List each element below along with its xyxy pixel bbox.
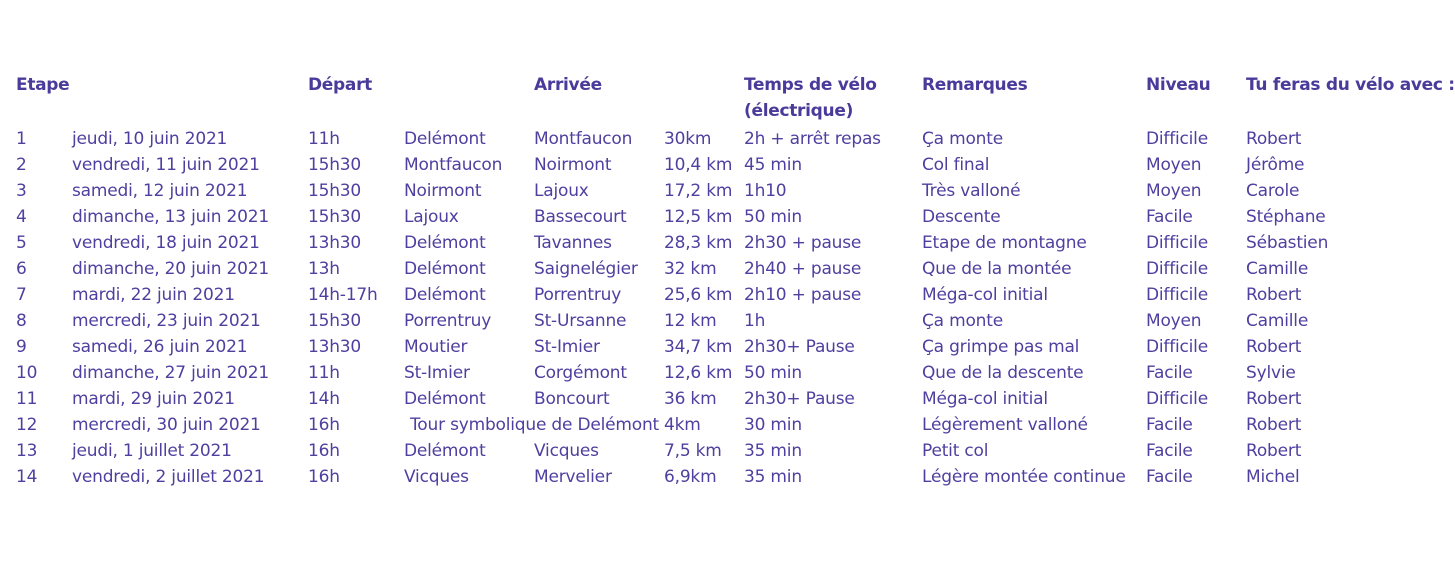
header-arrivee: Arrivée (534, 75, 602, 95)
cell-avec: Stéphane (1246, 207, 1326, 227)
header-avec: Tu feras du vélo avec : (1246, 75, 1455, 95)
cell-avec: Carole (1246, 181, 1300, 201)
header-temps-line1: Temps de vélo (744, 75, 877, 95)
cell-depart: Delémont (404, 259, 486, 279)
cell-distance: 28,3 km (664, 233, 733, 253)
cell-niveau: Difficile (1146, 337, 1208, 357)
cell-niveau: Moyen (1146, 155, 1202, 175)
cell-remarque: Légèrement valloné (922, 415, 1088, 435)
header-remarques: Remarques (922, 75, 1028, 95)
cell-date: jeudi, 1 juillet 2021 (72, 441, 232, 461)
cell-date: samedi, 12 juin 2021 (72, 181, 248, 201)
cell-heure: 13h30 (308, 233, 362, 253)
cell-arrivee: St-Imier (534, 337, 600, 357)
cell-heure: 16h (308, 467, 340, 487)
cell-heure: 11h (308, 363, 340, 383)
cell-avec: Robert (1246, 441, 1302, 461)
cell-arrivee: Saignelégier (534, 259, 638, 279)
cell-avec: Sébastien (1246, 233, 1329, 253)
cell-heure: 13h (308, 259, 340, 279)
cell-remarque: Petit col (922, 441, 989, 461)
cell-depart: Delémont (404, 129, 486, 149)
cell-etape: 6 (16, 259, 27, 279)
cell-temps: 2h40 + pause (744, 259, 862, 279)
cell-depart: Delémont (404, 389, 486, 409)
cell-niveau: Difficile (1146, 285, 1208, 305)
cell-avec: Robert (1246, 389, 1302, 409)
cell-etape: 8 (16, 311, 27, 331)
cell-etape: 2 (16, 155, 27, 175)
cell-remarque: Que de la montée (922, 259, 1072, 279)
cell-heure: 11h (308, 129, 340, 149)
cell-date: jeudi, 10 juin 2021 (72, 129, 228, 149)
cell-date: vendredi, 11 juin 2021 (72, 155, 260, 175)
cell-distance: 30km (664, 129, 712, 149)
cell-temps: 1h (744, 311, 766, 331)
cell-date: mardi, 29 juin 2021 (72, 389, 235, 409)
header-temps-line2: (électrique) (744, 101, 854, 121)
cell-etape: 7 (16, 285, 27, 305)
cell-avec: Robert (1246, 415, 1302, 435)
cell-heure: 13h30 (308, 337, 362, 357)
cell-temps: 2h30 + pause (744, 233, 862, 253)
cell-distance: 10,4 km (664, 155, 733, 175)
cell-heure: 16h (308, 441, 340, 461)
cell-etape: 12 (16, 415, 38, 435)
cell-arrivee: Mervelier (534, 467, 612, 487)
cell-etape: 14 (16, 467, 38, 487)
cell-avec: Robert (1246, 285, 1302, 305)
cell-etape: 11 (16, 389, 38, 409)
cell-niveau: Difficile (1146, 259, 1208, 279)
cell-avec: Robert (1246, 337, 1302, 357)
cell-niveau: Difficile (1146, 129, 1208, 149)
cell-etape: 10 (16, 363, 38, 383)
cell-remarque: Très valloné (922, 181, 1021, 201)
cell-etape: 13 (16, 441, 38, 461)
cell-temps: 2h30+ Pause (744, 337, 855, 357)
cell-avec: Jérôme (1246, 155, 1305, 175)
cell-depart: Delémont (404, 441, 486, 461)
cell-heure: 15h30 (308, 311, 362, 331)
cell-temps: 1h10 (744, 181, 787, 201)
cell-remarque: Etape de montagne (922, 233, 1087, 253)
cell-niveau: Moyen (1146, 181, 1202, 201)
cell-arrivee: Vicques (534, 441, 599, 461)
cell-temps: 45 min (744, 155, 802, 175)
cell-depart: Noirmont (404, 181, 482, 201)
cell-date: dimanche, 20 juin 2021 (72, 259, 269, 279)
cell-etape: 9 (16, 337, 27, 357)
cell-etape: 4 (16, 207, 27, 227)
cell-distance: 36 km (664, 389, 717, 409)
cell-remarque: Col final (922, 155, 990, 175)
cell-heure: 14h-17h (308, 285, 378, 305)
cell-distance: 6,9km (664, 467, 717, 487)
cell-distance: 4km (664, 415, 701, 435)
header-etape: Etape (16, 75, 70, 95)
cell-temps: 2h + arrêt repas (744, 129, 881, 149)
cell-distance: 7,5 km (664, 441, 722, 461)
cell-depart: Moutier (404, 337, 468, 357)
cell-distance: 12,6 km (664, 363, 733, 383)
cell-arrivee: Porrentruy (534, 285, 622, 305)
cell-arrivee: Noirmont (534, 155, 612, 175)
cell-avec: Robert (1246, 129, 1302, 149)
cell-remarque: Légère montée continue (922, 467, 1126, 487)
cell-niveau: Facile (1146, 415, 1193, 435)
cell-arrivee: Boncourt (534, 389, 610, 409)
header-niveau: Niveau (1146, 75, 1211, 95)
cell-arrivee: Corgémont (534, 363, 627, 383)
cell-niveau: Moyen (1146, 311, 1202, 331)
cell-depart: Delémont (404, 285, 486, 305)
cell-heure: 15h30 (308, 207, 362, 227)
cell-remarque: Méga-col initial (922, 285, 1048, 305)
cell-heure: 14h (308, 389, 340, 409)
cell-arrivee: St-Ursanne (534, 311, 627, 331)
cell-temps: 2h10 + pause (744, 285, 862, 305)
cell-avec: Sylvie (1246, 363, 1296, 383)
cell-niveau: Difficile (1146, 389, 1208, 409)
header-temps (744, 72, 877, 124)
cell-remarque: Descente (922, 207, 1001, 227)
cell-remarque: Que de la descente (922, 363, 1084, 383)
cell-depart: Montfaucon (404, 155, 503, 175)
cell-date: dimanche, 13 juin 2021 (72, 207, 269, 227)
cell-date: vendredi, 18 juin 2021 (72, 233, 260, 253)
cell-arrivee: Bassecourt (534, 207, 627, 227)
cell-date: samedi, 26 juin 2021 (72, 337, 248, 357)
cell-remarque: Méga-col initial (922, 389, 1048, 409)
cell-depart: Lajoux (404, 207, 459, 227)
cell-date: vendredi, 2 juillet 2021 (72, 467, 265, 487)
cell-heure: 16h (308, 415, 340, 435)
cell-remarque: Ça grimpe pas mal (922, 337, 1080, 357)
cell-date: mercredi, 30 juin 2021 (72, 415, 261, 435)
cell-niveau: Facile (1146, 441, 1193, 461)
cell-distance: 12,5 km (664, 207, 733, 227)
cell-arrivee: Montfaucon (534, 129, 633, 149)
cell-heure: 15h30 (308, 181, 362, 201)
cell-distance: 34,7 km (664, 337, 733, 357)
cell-distance: 12 km (664, 311, 717, 331)
cell-heure: 15h30 (308, 155, 362, 175)
cell-avec: Camille (1246, 311, 1309, 331)
cell-niveau: Facile (1146, 363, 1193, 383)
cell-temps: 35 min (744, 467, 802, 487)
cell-temps: 50 min (744, 207, 802, 227)
cell-temps: 2h30+ Pause (744, 389, 855, 409)
header-depart: Départ (308, 75, 372, 95)
cell-arrivee: Tavannes (534, 233, 612, 253)
cell-depart: Vicques (404, 467, 469, 487)
cell-depart-arrivee: Tour symbolique de Delémont (410, 415, 659, 435)
cell-depart: Porrentruy (404, 311, 492, 331)
cell-distance: 32 km (664, 259, 717, 279)
cell-date: mercredi, 23 juin 2021 (72, 311, 261, 331)
cell-date: dimanche, 27 juin 2021 (72, 363, 269, 383)
cell-temps: 50 min (744, 363, 802, 383)
cell-niveau: Facile (1146, 207, 1193, 227)
cell-distance: 17,2 km (664, 181, 733, 201)
cell-remarque: Ça monte (922, 129, 1003, 149)
cell-date: mardi, 22 juin 2021 (72, 285, 235, 305)
cell-arrivee: Lajoux (534, 181, 589, 201)
cell-etape: 5 (16, 233, 27, 253)
cell-avec: Michel (1246, 467, 1300, 487)
cell-temps: 30 min (744, 415, 802, 435)
cell-depart: St-Imier (404, 363, 470, 383)
cell-etape: 3 (16, 181, 27, 201)
cell-avec: Camille (1246, 259, 1309, 279)
cell-niveau: Difficile (1146, 233, 1208, 253)
cell-remarque: Ça monte (922, 311, 1003, 331)
cell-depart: Delémont (404, 233, 486, 253)
cell-distance: 25,6 km (664, 285, 733, 305)
cell-etape: 1 (16, 129, 27, 149)
cell-niveau: Facile (1146, 467, 1193, 487)
cell-temps: 35 min (744, 441, 802, 461)
